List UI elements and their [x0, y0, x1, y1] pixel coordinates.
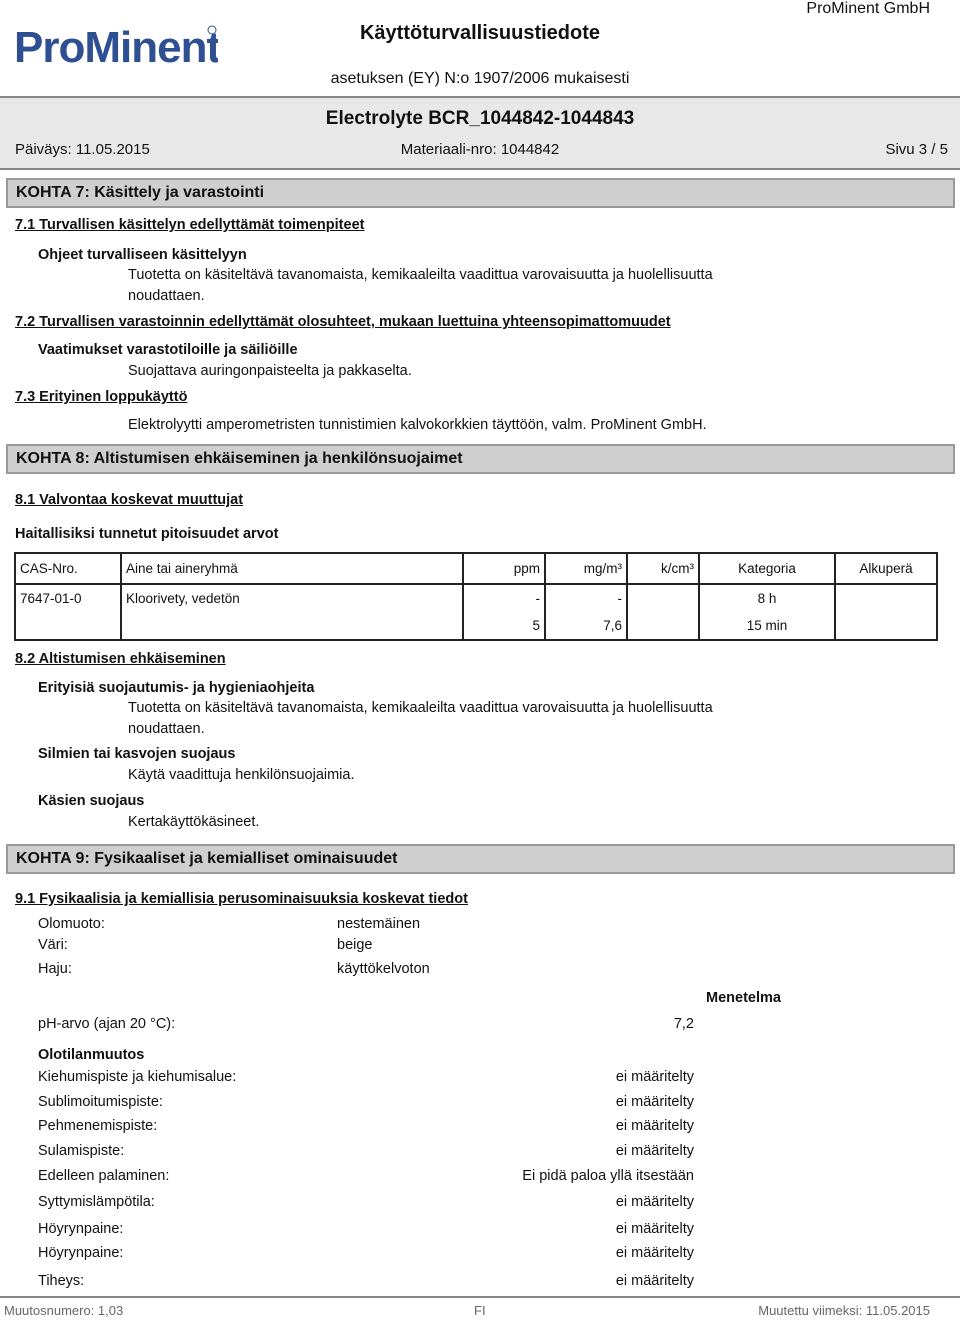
mg-cell	[545, 584, 627, 640]
product-name: Electrolyte BCR_1044842-1044843	[325, 108, 635, 129]
subsection-7-2: 7.2 Turvallisen varastoinnin edellyttämät olosuhteet, mukaan luettuina yhteensopimattomuudet	[15, 314, 671, 330]
mg-value-1: -	[617, 591, 622, 606]
ppm-value-1: -	[535, 591, 540, 606]
property-value: ei määritelty	[615, 1143, 694, 1159]
exposure-limits-table	[14, 552, 938, 641]
cas-number: 7647-01-0	[15, 584, 121, 640]
ppm-value-2: 5	[532, 618, 540, 633]
property-value: ei määritelty	[615, 1094, 694, 1110]
eye-protection-text: Käytä vaadittuja henkilönsuojaimia.	[128, 767, 355, 783]
property-value: ei määritelty	[615, 1194, 694, 1210]
property-value: ei määritelty	[615, 1069, 694, 1085]
odor-value: käyttökelvoton	[337, 961, 430, 977]
table-header: mg/m³	[545, 553, 627, 584]
property-value: ei määritelty	[615, 1245, 694, 1261]
mg-value-2: 7,6	[603, 618, 622, 633]
property-label: Syttymislämpötila:	[38, 1194, 155, 1210]
table-header: Alkuperä	[835, 553, 937, 584]
kcm-cell	[627, 584, 699, 640]
limit-values-label: Haitallisiksi tunnetut pitoisuudet arvot	[15, 526, 279, 542]
end-use-text: Elektrolyytti amperometristen tunnistimien kalvokorkkien täyttöön, valm. ProMinent GmbH.	[128, 417, 707, 433]
company-name: ProMinent GmbH	[806, 0, 930, 17]
handling-text-2: noudattaen.	[128, 288, 205, 304]
last-modified: Muutettu viimeksi: 11.05.2015	[758, 1303, 930, 1318]
ph-value: 7,2	[673, 1016, 694, 1032]
category-value-2: 15 min	[746, 618, 788, 633]
table-row	[15, 584, 937, 640]
date-label: Päiväys: 11.05.2015	[15, 141, 150, 158]
property-value: Ei pidä paloa yllä itsestään	[522, 1168, 694, 1184]
property-value: ei määritelty	[615, 1221, 694, 1237]
property-label: Pehmenemispiste:	[38, 1118, 158, 1134]
property-value: ei määritelty	[615, 1118, 694, 1134]
logo-lettering: ProMinent	[14, 23, 218, 72]
section-8-header: KOHTA 8: Altistumisen ehkäiseminen ja henkilönsuojaimet	[6, 444, 955, 474]
odor-label: Haju:	[38, 961, 72, 977]
form-value: nestemäinen	[337, 916, 421, 932]
handling-text-1: Tuotetta on käsiteltävä tavanomaista, kemikaaleilta vaadittua varovaisuutta ja huolellisuutta	[128, 267, 713, 283]
subsection-9-1: 9.1 Fysikaalisia ja kemiallisia perusominaisuuksia koskevat tiedot	[15, 891, 468, 907]
method-header: Menetelma	[706, 990, 781, 1006]
property-value: ei määritelty	[615, 1273, 694, 1289]
hygiene-label: Erityisiä suojautumis- ja hygieniaohjeita	[38, 680, 315, 696]
property-label: Höyrynpaine:	[38, 1245, 124, 1261]
property-label: Sublimoitumispiste:	[38, 1094, 163, 1110]
table-header: CAS-Nro.	[15, 553, 121, 584]
hygiene-text-1: Tuotetta on käsiteltävä tavanomaista, kemikaaleilta vaadittua varovaisuutta ja huolellisuutta	[128, 700, 713, 716]
table-header: k/cm³	[627, 553, 699, 584]
page-number: Sivu 3 / 5	[885, 141, 948, 158]
property-label: Kiehumispiste ja kiehumisalue:	[38, 1069, 237, 1085]
color-value: beige	[337, 937, 373, 953]
subsection-7-1: 7.1 Turvallisen käsittelyn edellyttämät toimenpiteet	[15, 217, 365, 233]
table-header: Kategoria	[699, 553, 835, 584]
storage-label: Vaatimukset varastotiloille ja säiliöille	[38, 342, 298, 358]
state-change-label: Olotilanmuutos	[38, 1047, 145, 1063]
handling-label: Ohjeet turvalliseen käsittelyyn	[38, 247, 247, 263]
substance-name: Kloorivety, vedetön	[121, 584, 463, 640]
table-header: ppm	[463, 553, 545, 584]
language-code: FI	[474, 1303, 486, 1318]
ph-label: pH-arvo (ajan 20 °C):	[38, 1016, 176, 1032]
subsection-8-1: 8.1 Valvontaa koskevat muuttujat	[15, 492, 244, 508]
origin-cell	[835, 584, 937, 640]
property-label: Tiheys:	[38, 1273, 85, 1289]
color-label: Väri:	[38, 937, 68, 953]
revision-number: Muutosnumero: 1,03	[4, 1303, 124, 1318]
section-7-header: KOHTA 7: Käsittely ja varastointi	[6, 178, 955, 208]
subsection-8-2: 8.2 Altistumisen ehkäiseminen	[15, 651, 226, 667]
ppm-cell	[463, 584, 545, 640]
eye-protection-label: Silmien tai kasvojen suojaus	[38, 746, 236, 762]
material-number: Materiaali-nro: 1044842	[400, 141, 560, 158]
subsection-7-3: 7.3 Erityinen loppukäyttö	[15, 389, 188, 405]
hand-protection-label: Käsien suojaus	[38, 793, 145, 809]
document-title: Käyttöturvallisuustiedote	[359, 22, 601, 44]
footer-divider	[0, 1296, 960, 1298]
property-label: Sulamispiste:	[38, 1143, 125, 1159]
form-label: Olomuoto:	[38, 916, 105, 932]
table-header: Aine tai aineryhmä	[121, 553, 463, 584]
hygiene-text-2: noudattaen.	[128, 721, 205, 737]
category-value-1: 8 h	[757, 591, 777, 606]
storage-text: Suojattava auringonpaisteelta ja pakkaselta.	[128, 363, 412, 379]
hand-protection-text: Kertakäyttökäsineet.	[128, 814, 260, 830]
table-header-row	[15, 553, 937, 584]
section-9-header: KOHTA 9: Fysikaaliset ja kemialliset ominaisuudet	[6, 844, 955, 874]
property-label: Edelleen palaminen:	[38, 1168, 170, 1184]
category-cell	[699, 584, 835, 640]
property-label: Höyrynpaine:	[38, 1221, 124, 1237]
regulation-subtitle: asetuksen (EY) N:o 1907/2006 mukaisesti	[330, 70, 630, 87]
